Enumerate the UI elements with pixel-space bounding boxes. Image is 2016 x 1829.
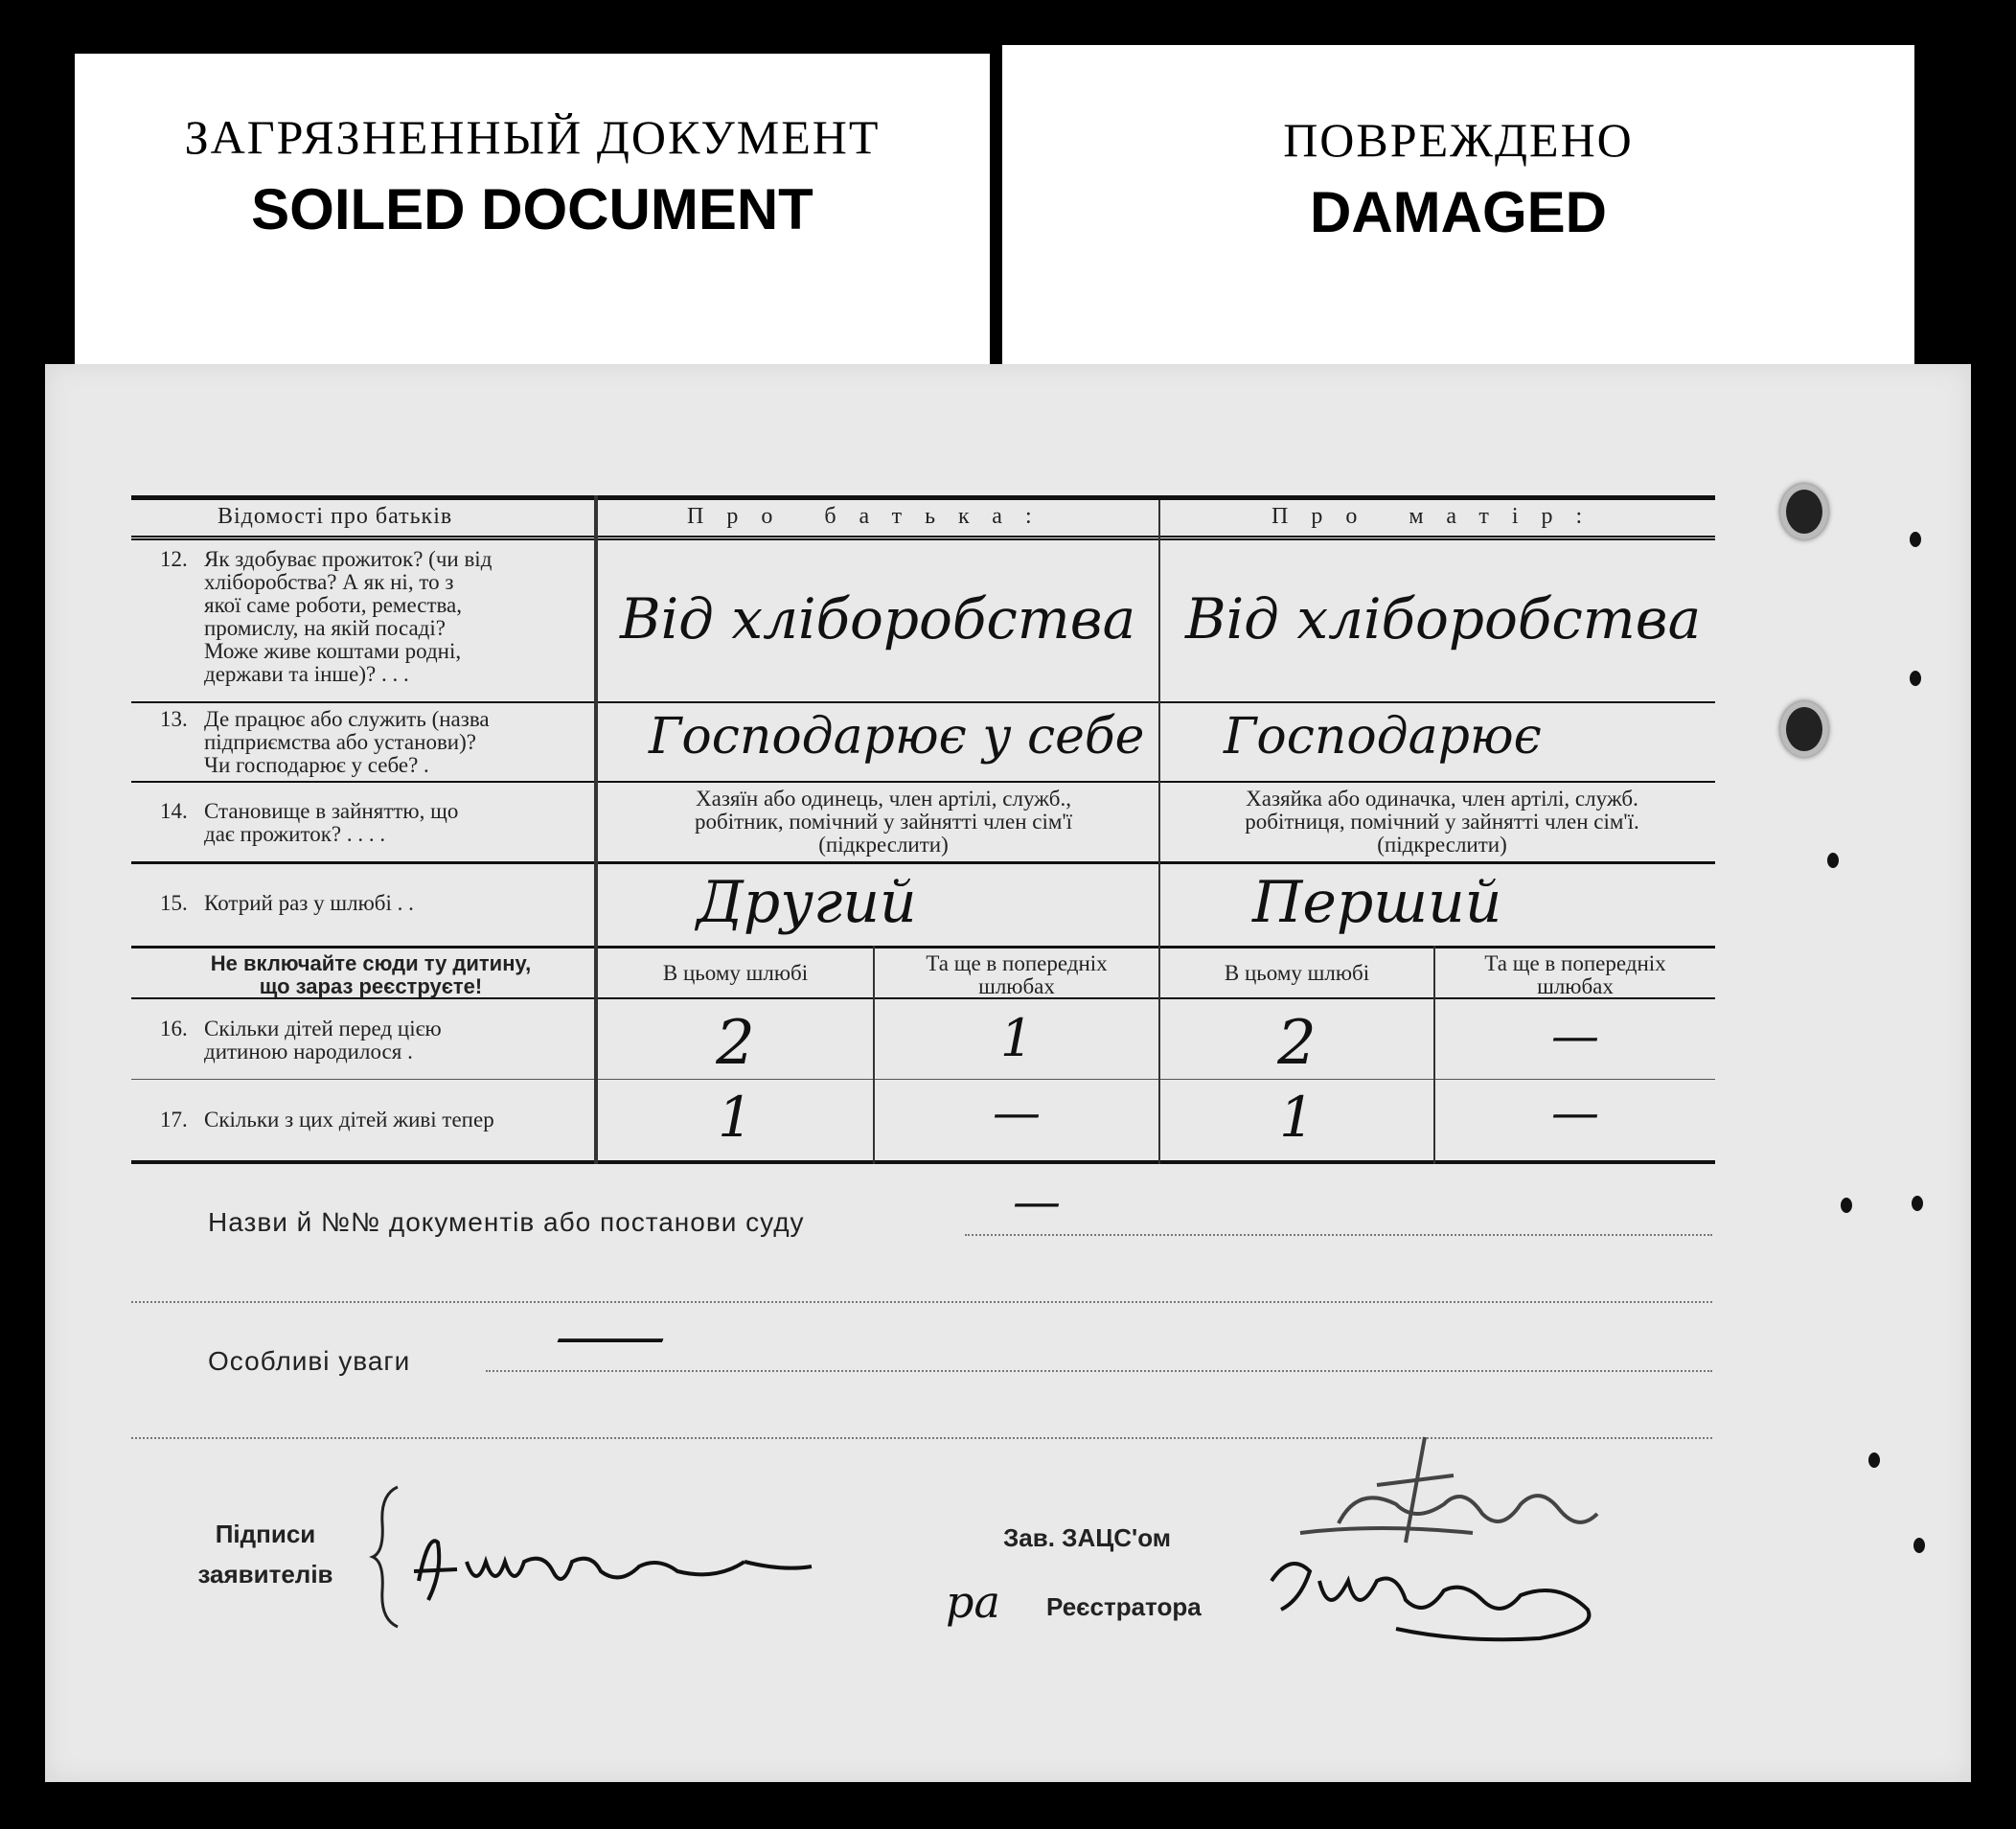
row-15-father-answer: Другий	[697, 869, 917, 936]
soiled-label-en: SOILED DOCUMENT	[251, 177, 813, 241]
row-14-mother-options: Хазяйка або одиначка, член артілі, служб. робітниця, помічний у зайнятті член сім'ї. (підкреслити)	[1245, 787, 1639, 857]
row-16-father-this: 2	[716, 1008, 755, 1079]
mother-this-marriage-header: В цьому шлюбі	[1224, 961, 1370, 985]
row-14-father-options: Хазяїн або одинець, член артілі, служб., робітник, помічний у зайнятті член сім'ї (підкреслити)	[695, 787, 1072, 857]
damaged-label-ru: ПОВРЕЖДЕНО	[1283, 113, 1634, 167]
row-15-mother-answer: Перший	[1252, 869, 1502, 936]
row-number: 12.	[160, 547, 188, 571]
row-17-father-previous: —	[993, 1085, 1041, 1140]
ink-speck	[1913, 1538, 1925, 1553]
documents-label: Назви й №№ документів або постанови суду	[208, 1207, 805, 1237]
row-16-mother-this: 2	[1277, 1008, 1317, 1079]
registrar-label: Реєстратора	[1046, 1592, 1202, 1621]
row-16-question: Скільки дітей перед цією дитиною народилося .	[204, 1017, 442, 1063]
row-14-question: Становище в зайняттю, що дає прожиток? . . . .	[204, 799, 459, 846]
soiled-document-card	[75, 54, 990, 375]
row-16-father-previous: 1	[999, 1008, 1034, 1068]
documents-line-2	[131, 1301, 1712, 1303]
row-17-question: Скільки з цих дітей живі тепер	[204, 1108, 494, 1132]
row-13-father-answer: Господарює у себе	[649, 708, 1145, 766]
row-12-father-answer: Від хліборобства	[620, 586, 1136, 652]
punch-hole	[1780, 484, 1828, 539]
registrar-prefix: ра	[946, 1576, 1000, 1628]
damaged-label-en: DAMAGED	[1310, 180, 1607, 244]
row-15-question: Котрий раз у шлюбі . .	[204, 891, 414, 915]
remarks-line	[486, 1370, 1712, 1372]
row-number: 16.	[160, 1017, 188, 1040]
head-label: Зав. ЗАЦС'ом	[1003, 1523, 1171, 1552]
row-17-father-this: 1	[718, 1085, 753, 1150]
header-about-mother: Про матір:	[1271, 504, 1606, 529]
mother-previous-marriages-header: Та ще в попередніх шлюбах	[1484, 951, 1666, 998]
applicant-signature	[400, 1523, 850, 1610]
row-12-mother-answer: Від хліборобства	[1185, 586, 1702, 652]
soiled-label-ru: ЗАГРЯЗНЕННЫЙ ДОКУМЕНТ	[184, 110, 881, 164]
remarks-value: —	[553, 1303, 668, 1370]
ink-speck	[1912, 1196, 1923, 1211]
ink-speck	[1841, 1198, 1852, 1213]
registration-form	[45, 364, 1971, 1782]
row-number: 17.	[160, 1108, 188, 1132]
father-previous-marriages-header: Та ще в попередніх шлюбах	[926, 951, 1108, 998]
row-13-mother-answer: Господарює	[1224, 708, 1542, 766]
row-17-mother-this: 1	[1279, 1085, 1315, 1150]
ink-speck	[1910, 671, 1921, 686]
ink-speck	[1910, 532, 1921, 547]
damaged-card	[1002, 45, 1914, 375]
registrar-signature	[1252, 1543, 1636, 1648]
header-parents-info: Відомості про батьків	[218, 504, 453, 529]
row-13-question: Де працює або служить (назва підприємства або установи)? Чи господарює у себе? .	[204, 707, 490, 777]
remarks-label: Особливі уваги	[208, 1346, 411, 1376]
father-this-marriage-header: В цьому шлюбі	[662, 961, 809, 985]
head-signature	[1281, 1428, 1626, 1552]
row-number: 15.	[160, 891, 188, 915]
brace-icon	[371, 1485, 400, 1629]
children-note: Не включайте сюди ту дитину, що зараз реєструєте!	[210, 951, 532, 998]
ink-speck	[1827, 853, 1839, 868]
row-16-mother-previous: —	[1551, 1008, 1599, 1063]
header-about-father: Про батька:	[687, 504, 1055, 529]
row-number: 14.	[160, 799, 188, 823]
documents-value: —	[1013, 1174, 1061, 1229]
applicants-signatures-label: Підписи заявителів	[197, 1520, 333, 1589]
punch-hole	[1780, 701, 1828, 757]
row-12-question: Як здобуває прожиток? (чи від хліборобства? А як ні, то з якої саме роботи, ремества, промислу, на якій посаді? Може живе коштами родні, держави та інше)? . . .	[204, 547, 493, 686]
ink-speck	[1868, 1452, 1880, 1468]
documents-line	[965, 1234, 1712, 1236]
row-number: 13.	[160, 707, 188, 731]
row-17-mother-previous: —	[1551, 1085, 1599, 1140]
